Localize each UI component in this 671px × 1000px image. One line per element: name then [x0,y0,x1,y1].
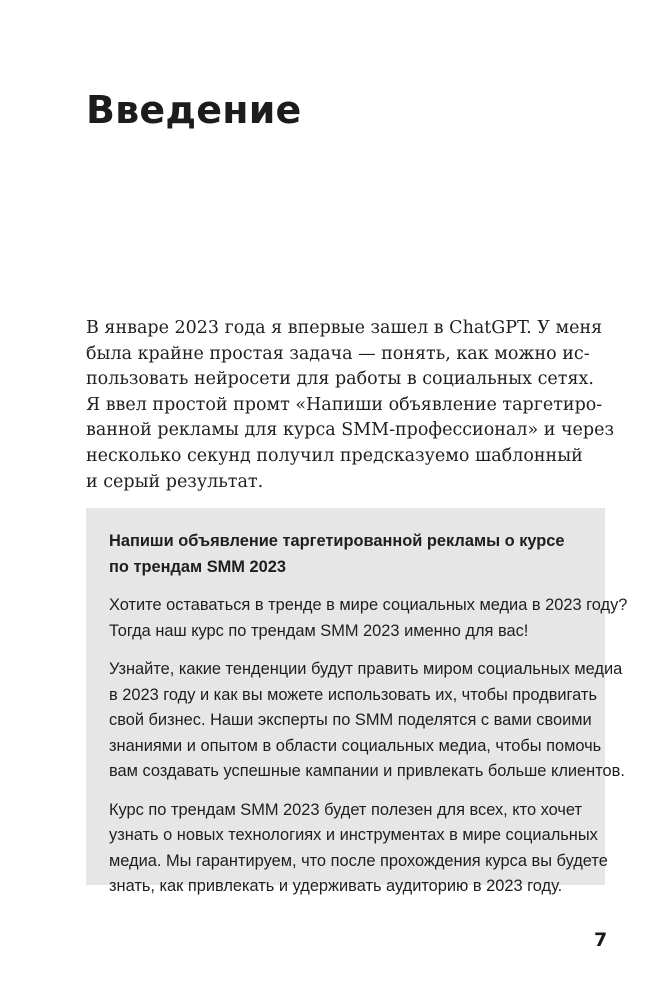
example-response-paragraph-2 [109,657,625,785]
example-prompt [109,529,587,580]
response-line: свой бизнес. Наши эксперты по SMM поделятся с вами своими [109,711,592,729]
example-box-content [109,529,628,913]
response-line: медиа. Мы гарантируем, что после прохождения курса вы будете [109,851,608,870]
response-line: знать, как привлекать и удерживать аудиторию в 2023 году. [109,877,563,895]
page-number: 7 [594,929,608,951]
response-line: Хотите оставаться в тренде в мире социальных медиа в 2023 году? [109,596,628,614]
example-box [86,508,628,895]
response-line: узнать о новых технологиях и инструментах в мире социальных [109,826,598,844]
intro-line: и серый результат. [86,471,264,492]
response-line: Курс по трендам SMM 2023 будет полезен для всех, кто хочет [109,800,583,819]
intro-line: была крайне простая задача — понять, как можно ис- [86,343,590,364]
response-line: Узнайте, какие тенденции будут править миром социальных медиа [109,660,623,678]
intro-line: несколько секунд получил предсказуемо шаблонный [86,445,583,466]
intro-line: ванной рекламы для курса SMM-профессионал» и через [86,420,614,441]
intro-line: Я ввел простой промт «Напиши объявление таргетиро- [86,394,603,415]
example-response-paragraph-1 [109,593,628,644]
intro-paragraph [86,316,614,495]
page-title: Введение [86,88,302,132]
response-line: вам создавать успешные кампании и привлекать больше клиентов. [109,762,625,780]
example-response-paragraph-3 [109,798,608,900]
intro-line: В январе 2023 года я впервые зашел в ChatGPT. У меня [86,318,603,338]
response-line: Тогда наш курс по трендам SMM 2023 именно для вас! [109,621,529,640]
prompt-line: по трендам SMM 2023 [109,557,286,576]
response-line: знаниями и опытом в области социальных медиа, чтобы помочь [109,736,602,755]
response-line: в 2023 году и как вы можете использовать их, чтобы продвигать [109,685,597,704]
intro-line: пользовать нейросети для работы в социальных сетях. [86,369,594,390]
prompt-line: Напиши объявление таргетированной рекламы о курсе [109,532,565,550]
